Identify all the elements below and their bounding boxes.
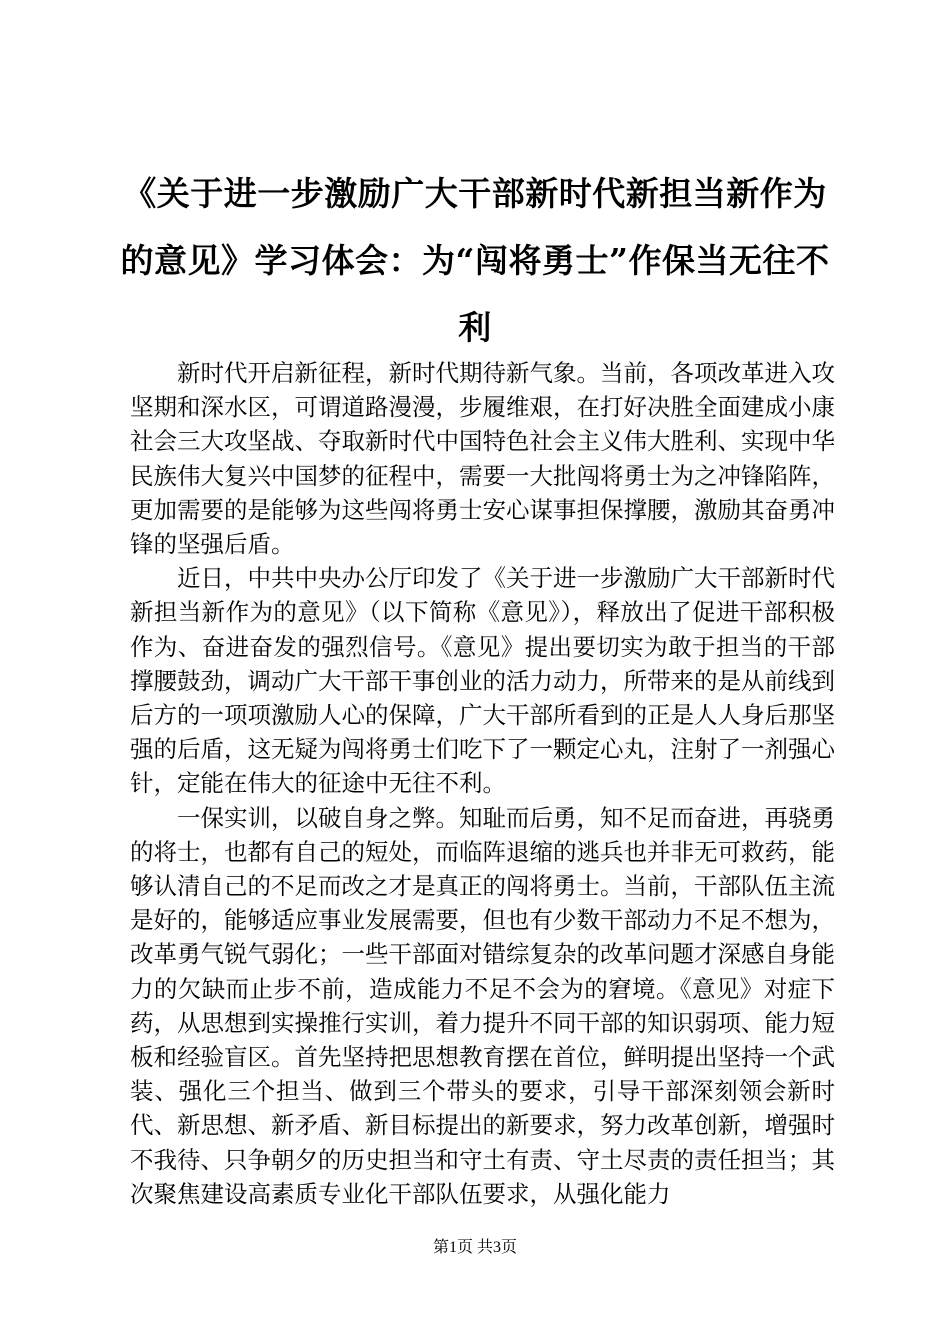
- paragraph: 近日，中共中央办公厅印发了《关于进一步激励广大干部新时代新担当新作为的意见》（以下简称《意见》），释放出了促进干部积极作为、奋进奋发的强烈信号。《意见》提出要切实为敢于担当的干部撑腰鼓劲，调动广大干部干事创业的活力动力，所带来的是从前线到后方的一项项激励人心的保障，广大干部所看到的正是人人身后那坚强的后盾，这无疑为闯将勇士们吃下了一颗定心丸，注射了一剂强心针，定能在伟大的征途中无往不利。: [130, 564, 835, 798]
- paragraph: 新时代开启新征程，新时代期待新气象。当前，各项改革进入攻坚期和深水区，可谓道路漫漫，步履维艰，在打好决胜全面建成小康社会三大攻坚战、夺取新时代中国特色社会主义伟大胜利、实现中华民族伟大复兴中国梦的征程中，需要一大批闯将勇士为之冲锋陷阵，更加需要的是能够为这些闯将勇士安心谋事担保撑腰，激励其奋勇冲锋的坚强后盾。: [130, 359, 835, 559]
- document-body: [130, 356, 835, 1211]
- document-title: 《关于进一步激励广大干部新时代新担当新作为的意见》学习体会：为“闯将勇士”作保当无往不利: [120, 174, 830, 347]
- page-footer: 第1页 共3页: [432, 1239, 517, 1256]
- paragraph: 一保实训，以破自身之弊。知耻而后勇，知不足而奋进，再骁勇的将士，也都有自己的短处，而临阵退缩的逃兵也并非无可救药，能够认清自己的不足而改之才是真正的闯将勇士。当前，干部队伍主流是好的，能够适应事业发展需要，但也有少数干部动力不足不想为，改革勇气锐气弱化；一些干部面对错综复杂的改革问题才深感自身能力的欠缺而止步不前，造成能力不足不会为的窘境。《意见》对症下药，从思想到实操推行实训，着力提升不同干部的知识弱项、能力短板和经验盲区。首先坚持把思想教育摆在首位，鲜明提出坚持一个武装、强化三个担当、做到三个带头的要求，引导干部深刻领会新时代、新思想、新矛盾、新目标提出的新要求，努力改革创新，增强时不我待、只争朝夕的历史担当和守土有责、守土尽责的责任担当；其次聚焦建设高素质专业化干部队伍要求，从强化能力: [130, 803, 835, 1208]
